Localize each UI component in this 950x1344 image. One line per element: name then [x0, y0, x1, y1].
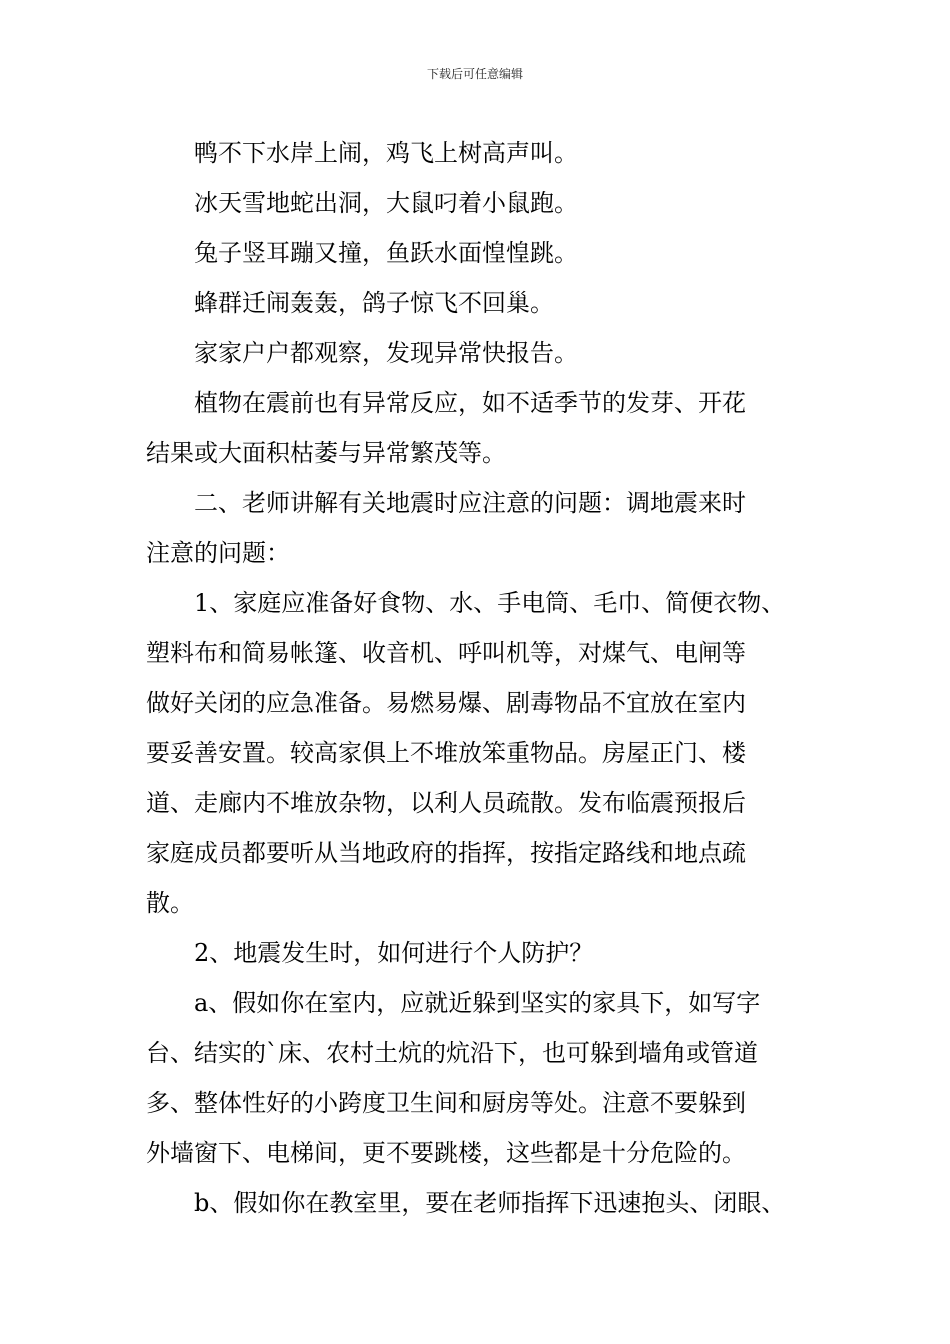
- text-line: 做好关闭的应急准备。易燃易爆、剧毒物品不宜放在室内: [146, 689, 746, 717]
- paragraph-6: [146, 378, 818, 478]
- text-line: 要妥善安置。较高家俱上不堆放笨重物品。房屋正门、楼: [146, 739, 746, 767]
- text-line: 道、走廊内不堆放杂物，以利人员疏散。发布临震预报后: [146, 789, 746, 817]
- text-line: 塑料布和简易帐篷、收音机、呼叫机等，对煤气、电闸等: [146, 639, 746, 667]
- text-line: 外墙窗下、电梯间，更不要跳楼，这些都是十分危险的。: [146, 1139, 746, 1167]
- paragraph-3: [146, 228, 818, 278]
- paragraph-4: [146, 278, 818, 328]
- text-line: b、假如你在教室里，要在老师指挥下迅速抱头、闭眼、: [194, 1189, 786, 1217]
- text-line: a、假如你在室内，应就近躲到坚实的家具下，如写字: [194, 989, 761, 1017]
- text-line: 家庭成员都要听从当地政府的指挥，按指定路线和地点疏: [146, 839, 746, 867]
- text-line: 二、老师讲解有关地震时应注意的问题：调地震来时: [194, 489, 746, 517]
- text-line: 1、家庭应准备好食物、水、手电筒、毛巾、简便衣物、: [194, 589, 786, 617]
- text-line: 植物在震前也有异常反应，如不适季节的发芽、开花: [194, 389, 746, 417]
- text-line: 散。: [146, 889, 194, 917]
- text-line: 2、地震发生时，如何进行个人防护？: [194, 939, 594, 967]
- paragraph-1: [146, 128, 818, 178]
- text-line: 结果或大面积枯萎与异常繁茂等。: [146, 439, 506, 467]
- text-line: 蜂群迁闹轰轰，鸽子惊飞不回巢。: [194, 289, 554, 317]
- paragraph-5: [146, 328, 818, 378]
- paragraph-9: [146, 928, 818, 978]
- text-line: 兔子竖耳蹦又撞，鱼跃水面惶惶跳。: [194, 239, 578, 267]
- paragraph-8: [146, 578, 818, 928]
- text-line: 多、整体性好的小跨度卫生间和厨房等处。注意不要躲到: [146, 1089, 746, 1117]
- paragraph-10: [146, 978, 818, 1178]
- page-header: 下载后可任意编辑: [426, 67, 523, 81]
- paragraph-2: [146, 178, 818, 228]
- text-line: 鸭不下水岸上闹，鸡飞上树高声叫。: [194, 139, 578, 167]
- paragraph-11: [146, 1178, 818, 1228]
- text-line: 注意的问题：: [146, 539, 290, 567]
- document-body: [146, 128, 818, 1228]
- paragraph-7: [146, 478, 818, 578]
- text-line: 台、结实的`床、农村土炕的炕沿下，也可躲到墙角或管道: [146, 1039, 758, 1067]
- text-line: 冰天雪地蛇出洞，大鼠叼着小鼠跑。: [194, 189, 578, 217]
- text-line: 家家户户都观察，发现异常快报告。: [194, 339, 578, 367]
